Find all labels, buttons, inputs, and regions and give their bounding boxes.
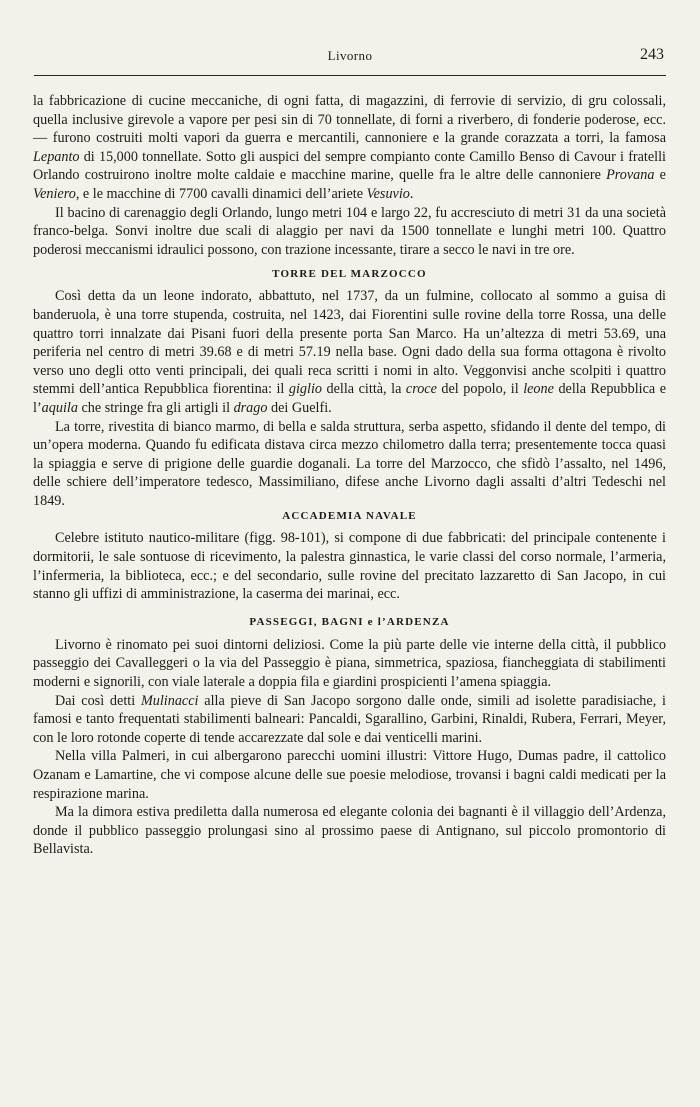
paragraph-bacino: Il bacino di carenaggio degli Orlando, lungo metri 104 e largo 22, fu accresciuto di metri 31 da una società franco-belga. Sonvi inoltre due scali di alaggio per navi da 1500 tonnellate e lunghi metri 100. Quattro poderosi meccanismi idraulici possono, con trazione incessante, tirare a secco le navi in tre ore. bbox=[33, 204, 666, 258]
page-text bbox=[33, 92, 666, 859]
page-header bbox=[34, 46, 666, 70]
paragraph-mulinacci: Dai così detti Mulinacci alla pieve di San Jacopo sorgono dalle onde, simili ad isolette paradisiache, i famosi e tanto frequentati stabilimenti balneari: Pancaldi, Sgarallino, Garbini, Rinaldi, Rubera, Ferrari, Meyer, con le loro rotonde coperte di tende accarezzate dal sole e dai venticelli marini. bbox=[33, 692, 666, 746]
header-rule bbox=[34, 75, 666, 76]
ship-name-lepanto: Lepanto bbox=[33, 148, 80, 165]
paragraph-torre-marmo: La torre, rivestita di bianco marmo, di bella e salda struttura, serba aspetto, sfidando il dente del tempo, di un’opera moderna. Quando fu edificata distava circa mezzo chilometro dalla terra; presentemente tocca quasi la spiaggia e serve di prigione delle guardie doganali. La torre del Marzocco, che sfidò l’assalto, nel 1496, delle schiere dell’imperatore tedesco, Massimiliano, difese anche Livorno dagli assalti d’altri Tedeschi nel 1849. bbox=[33, 418, 666, 509]
paragraph-accademia: Celebre istituto nautico-militare (figg. 98-101), si compone di due fabbricati: del principale contenente i dormitorii, le sale sontuose di ricevimento, la palestra ginnastica, le varie classi del corso normale, l’armeria, l’infermeria, la biblioteca, ecc.; e del secondario, sulle rovine del precitato lazzaretto di San Jacopo, in cui stanno gli uffizi di amministrazione, la caserma dei marinai, ecc. bbox=[33, 530, 666, 603]
page-number: 243 bbox=[640, 46, 664, 63]
section-heading-passeggi-bagni-ardenza: PASSEGGI, BAGNI e l’ARDENZA bbox=[249, 615, 450, 628]
paragraph-villa-palmeri: Nella villa Palmeri, in cui albergarono parecchi uomini illustri: Vittore Hugo, Dumas padre, il cattolico Ozanam e Lamartine, che vi compose alcune delle sue poesie melodiose, trovansi i bagni caldi medicati per la respirazione marina. bbox=[33, 748, 666, 802]
paragraph-passeggi: Livorno è rinomato pei suoi dintorni deliziosi. Come la più parte delle vie interne della città, il pubblico passeggio dei Cavalleggeri o la via del Passeggio è piana, simmetrica, spaziosa, fiancheggiata di stabilimenti moderni e signorili, con viale laterale a doppia fila e giardini prospicienti l’amena spiaggia. bbox=[33, 636, 666, 691]
paragraph-fabbricazione: la fabbricazione di cucine meccaniche, di ogni fatta, di magazzini, di ferrovie di servizio, di gru colossali, quella inclusive girevole a vapore per pesi sin di 70 tonnellate, di forni a riverbero, di fonderie poderose, ecc. — furono costruiti molti vapori da guerra e mercantili, cannoniere e la grande corazzata a torri, la famosa Lepanto di 15,000 tonnellate. Sotto gli auspici del sempre compianto conte Camillo Benso di Cavour i fratelli Orlando costruirono inoltre molte caldaie e macchine marine, quelle fra le altre delle cannoniere Provana e Veniero, e le macchine di 7700 cavalli dinamici dell’ariete Vesuvio. bbox=[33, 93, 666, 202]
section-heading-torre-del-marzocco: TORRE DEL MARZOCCO bbox=[272, 268, 427, 281]
ship-name-provana: Provana bbox=[606, 167, 655, 184]
paragraph-torre: Così detta da un leone indorato, abbattuto, nel 1737, da un fulmine, collocato al sommo a guisa di banderuola, è una torre stupenda, costruita, nel 1423, dai Fiorentini sulle rovine della torre Rossa, una delle quattro torri innalzate dai Pisani fuori della presente porta San Marco. Ha un’altezza di metri 53.69, una periferia nel centro di metri 39.68 e di metri 57.19 nella base. Ogni dado della sua forma ottagona è rivolto verso uno degli otto venti principali, dei quali reca scritti i nomi in alto. Veggonvisi anche scolpiti i quattro stemmi dell’antica Repubblica fiorentina: il giglio della città, la croce del popolo, il leone della Repubblica e l’aquila che stringe fra gli artigli il drago dei Guelfi. bbox=[33, 288, 666, 416]
section-heading-accademia-navale: ACCADEMIA NAVALE bbox=[282, 510, 417, 523]
ship-name-vesuvio: Vesuvio bbox=[366, 185, 410, 202]
ship-name-veniero: Veniero bbox=[33, 185, 76, 202]
paragraph-ardenza: Ma la dimora estiva prediletta dalla numerosa ed elegante colonia dei bagnanti è il villaggio dell’Ardenza, donde il pubblico passeggio prolungasi sino al prossimo paese di Antignano, sul piccolo promontorio di Bellavista. bbox=[33, 804, 666, 858]
running-title: Livorno bbox=[327, 48, 373, 63]
